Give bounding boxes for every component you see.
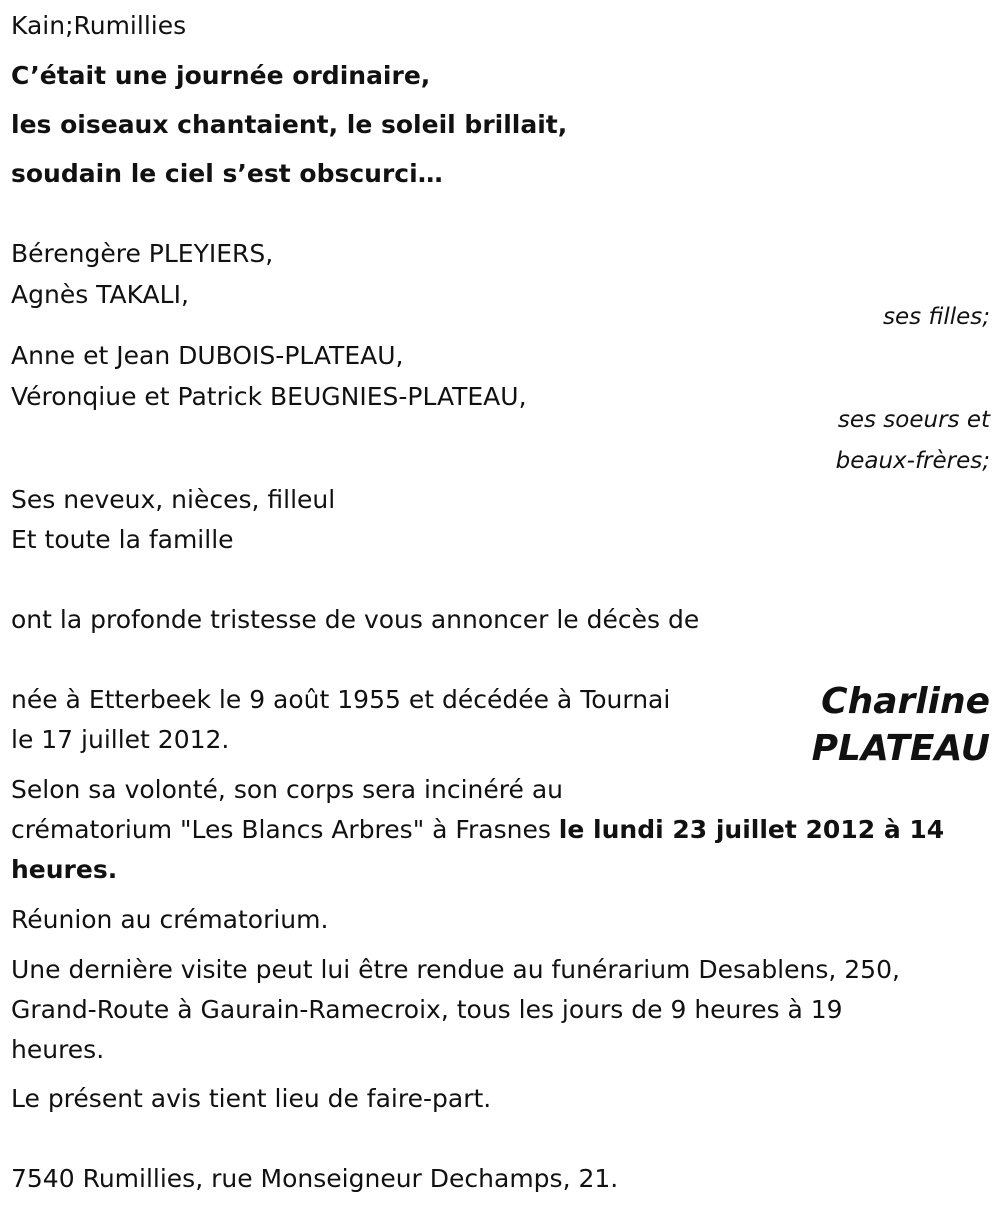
extended-family-line: Ses neveux, nièces, filleul bbox=[11, 485, 336, 514]
poem-line-1: C’était une journée ordinaire, bbox=[11, 61, 431, 90]
header-place: Kain;Rumillies bbox=[11, 11, 187, 40]
daughter-name: Bérengère PLEYIERS, bbox=[11, 239, 274, 268]
visit-line-3: heures. bbox=[11, 1035, 105, 1064]
daughters-relation: ses filles; bbox=[883, 304, 990, 330]
deceased-last-name: PLATEAU bbox=[811, 728, 990, 769]
siblings-relation-line-2: beaux-frères; bbox=[835, 448, 990, 474]
sibling-name: Anne et Jean DUBOIS-PLATEAU, bbox=[11, 341, 404, 370]
deceased-first-name: Charline bbox=[821, 681, 990, 722]
cremation-location: crématorium "Les Blancs Arbres" à Frasnes bbox=[11, 815, 559, 844]
poem-line-2: les oiseaux chantaient, le soleil brillait, bbox=[11, 110, 568, 139]
visit-line-2: Grand-Route à Gaurain-Ramecroix, tous les jours de 9 heures à 19 bbox=[11, 995, 843, 1024]
cremation-date: le lundi 23 juillet 2012 à 14 bbox=[558, 815, 945, 844]
siblings-relation-line-1: ses soeurs et bbox=[837, 407, 990, 433]
notice: Le présent avis tient lieu de faire-part. bbox=[11, 1084, 492, 1113]
cremation-line-1: Selon sa volonté, son corps sera incinéré au bbox=[11, 775, 563, 804]
sibling-name: Véronqiue et Patrick BEUGNIES-PLATEAU, bbox=[11, 382, 527, 411]
daughter-name: Agnès TAKALI, bbox=[11, 280, 189, 309]
cremation-line-2 bbox=[11, 810, 944, 850]
announcement: ont la profonde tristesse de vous annoncer le décès de bbox=[11, 605, 700, 634]
cremation-line-3: heures. bbox=[11, 855, 118, 884]
birth-death-line-1: née à Etterbeek le 9 août 1955 et décédée à Tournai bbox=[11, 685, 671, 714]
visit-line-1: Une dernière visite peut lui être rendue au funérarium Desablens, 250, bbox=[11, 955, 900, 984]
meeting: Réunion au crématorium. bbox=[11, 905, 329, 934]
address: 7540 Rumillies, rue Monseigneur Dechamps, 21. bbox=[11, 1164, 619, 1193]
poem-line-3: soudain le ciel s’est obscurci… bbox=[11, 159, 443, 188]
extended-family-line: Et toute la famille bbox=[11, 525, 234, 554]
birth-death-line-2: le 17 juillet 2012. bbox=[11, 725, 230, 754]
